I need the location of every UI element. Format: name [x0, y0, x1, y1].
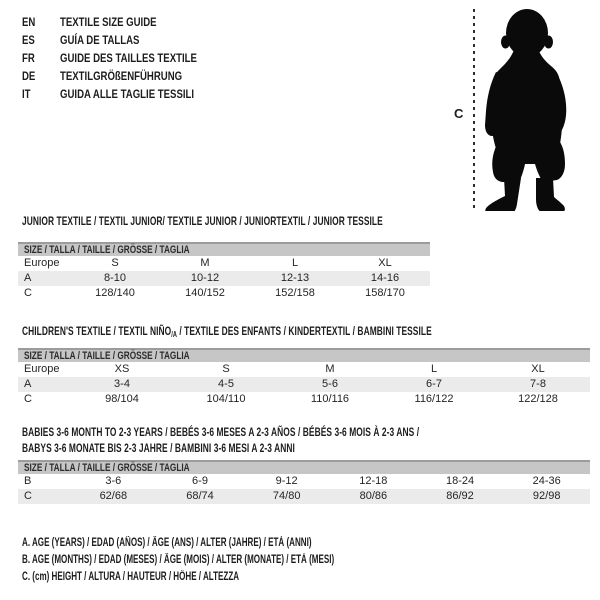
junior-section-title: JUNIOR TEXTILE / TEXTIL JUNIOR/ TEXTILE JUNIOR / JUNIORTEXTIL / JUNIOR TESSILE — [22, 214, 383, 228]
age-cell: 3-4 — [114, 378, 130, 390]
row-label: A — [24, 378, 32, 390]
size-cell: XL — [378, 257, 392, 269]
table-row-age-months — [18, 474, 590, 489]
height-cell: 74/80 — [272, 490, 301, 502]
row-label: C — [24, 393, 32, 405]
language-row-de — [22, 67, 231, 85]
age-cell: 10-12 — [190, 272, 220, 284]
age-cell: 24-36 — [532, 475, 561, 487]
size-cell: XL — [531, 363, 545, 375]
age-cell: 4-5 — [218, 378, 234, 390]
table-row-europe — [18, 256, 430, 271]
row-label: A — [24, 272, 32, 284]
language-title: TEXTILGRÖßENFÜHRUNG — [60, 69, 183, 83]
language-title: GUIDE DES TAILLES TEXTILE — [60, 51, 197, 65]
height-cell: 86/92 — [446, 490, 474, 502]
table-row-age — [18, 271, 430, 286]
language-title: TEXTILE SIZE GUIDE — [60, 15, 157, 29]
age-cell: 18-24 — [445, 475, 475, 487]
row-label: Europe — [24, 363, 60, 375]
size-header-bar: SIZE / TALLA / TAILLE / GRÖSSE / TAGLIA — [18, 242, 430, 256]
table-row-height — [18, 392, 590, 407]
language-title-list — [22, 13, 231, 103]
table-row-height — [18, 489, 590, 504]
language-code: IT — [22, 87, 31, 101]
size-cell: L — [291, 257, 299, 269]
age-cell: 9-12 — [275, 475, 298, 487]
size-cell: XS — [114, 363, 130, 375]
footnote-b: B. AGE (MONTHS) / EDAD (MESES) / ÂGE (MOIS) / ALTER (MONATE) / ETÀ (MESI) — [22, 554, 335, 566]
baby-silhouette-image — [477, 6, 577, 211]
height-cell: 122/128 — [518, 393, 558, 405]
footnote-a: A. AGE (YEARS) / EDAD (AÑOS) / ÂGE (ANS) / ALTER (JAHRE) / ETÀ (ANNI) — [22, 537, 312, 549]
language-code: FR — [22, 51, 35, 65]
junior-size-table — [18, 242, 430, 301]
row-label: C — [24, 287, 32, 299]
language-row-en — [22, 13, 231, 31]
age-cell: 7-8 — [530, 378, 546, 390]
children-size-table — [18, 348, 590, 407]
babies-size-table — [18, 460, 590, 504]
height-measure-dotted-line — [473, 9, 475, 212]
language-title: GUIDA ALLE TAGLIE TESSILI — [60, 87, 195, 101]
age-cell: 3-6 — [105, 475, 122, 487]
size-cell: L — [430, 363, 438, 375]
size-header-bar: SIZE / TALLA / TAILLE / GRÖSSE / TAGLIA — [18, 348, 590, 362]
language-row-it — [22, 85, 231, 103]
age-cell: 8-10 — [103, 272, 127, 284]
height-cell: 110/116 — [310, 393, 350, 405]
height-cell: 104/110 — [206, 393, 246, 405]
size-header-bar: SIZE / TALLA / TAILLE / GRÖSSE / TAGLIA — [18, 460, 590, 474]
language-row-es — [22, 31, 231, 49]
height-cell: 152/158 — [275, 287, 315, 299]
height-cell: 140/152 — [185, 287, 225, 299]
babies-section-title-line1: BABIES 3-6 MONTH TO 2-3 YEARS / BEBÉS 3-6 MESES A 2-3 AÑOS / BÉBÉS 3-6 MOIS À 2-3 ANS / — [22, 425, 420, 439]
age-cell: 6-7 — [426, 378, 442, 390]
age-cell: 14-16 — [370, 272, 400, 284]
age-cell: 12-18 — [359, 475, 388, 487]
footnote-c: C. (cm) HEIGHT / ALTURA / HAUTEUR / HÖHE / ALTEZZA — [22, 571, 240, 583]
row-label: B — [24, 475, 32, 487]
height-marker-label: C — [454, 106, 464, 121]
row-label: Europe — [24, 257, 60, 269]
height-cell: 68/74 — [186, 490, 214, 502]
row-label: C — [24, 490, 32, 502]
size-cell: M — [200, 257, 210, 269]
height-cell: 92/98 — [532, 490, 561, 502]
height-cell: 158/170 — [365, 287, 405, 299]
language-code: ES — [22, 33, 35, 47]
children-section-title: CHILDREN'S TEXTILE / TEXTIL $NIÑO_{/A}$ / TEXTILE DES ENFANTS / KINDERTEXTIL / BAMBINI TESSILE — [22, 324, 432, 339]
table-row-age — [18, 377, 590, 392]
size-cell: S — [111, 257, 119, 269]
babies-section-title-line2: BABYS 3-6 MONATE BIS 2-3 JAHRE / BAMBINI 3-6 MESI A 2-3 ANNI — [22, 441, 295, 455]
age-cell: 12-13 — [280, 272, 310, 284]
age-cell: 6-9 — [192, 475, 208, 487]
language-code: DE — [22, 69, 36, 83]
size-cell: M — [325, 363, 335, 375]
age-cell: 5-6 — [322, 378, 338, 390]
footnote-legend — [22, 537, 468, 588]
size-cell: S — [222, 363, 230, 375]
language-code: EN — [22, 15, 36, 29]
height-cell: 98/104 — [105, 393, 139, 405]
table-row-height — [18, 286, 430, 301]
height-cell: 62/68 — [99, 490, 128, 502]
language-title: GUÍA DE TALLAS — [60, 33, 140, 47]
language-row-fr — [22, 49, 231, 67]
table-row-europe — [18, 362, 590, 377]
height-cell: 116/122 — [414, 393, 454, 405]
height-cell: 128/140 — [95, 287, 135, 299]
height-cell: 80/86 — [359, 490, 388, 502]
